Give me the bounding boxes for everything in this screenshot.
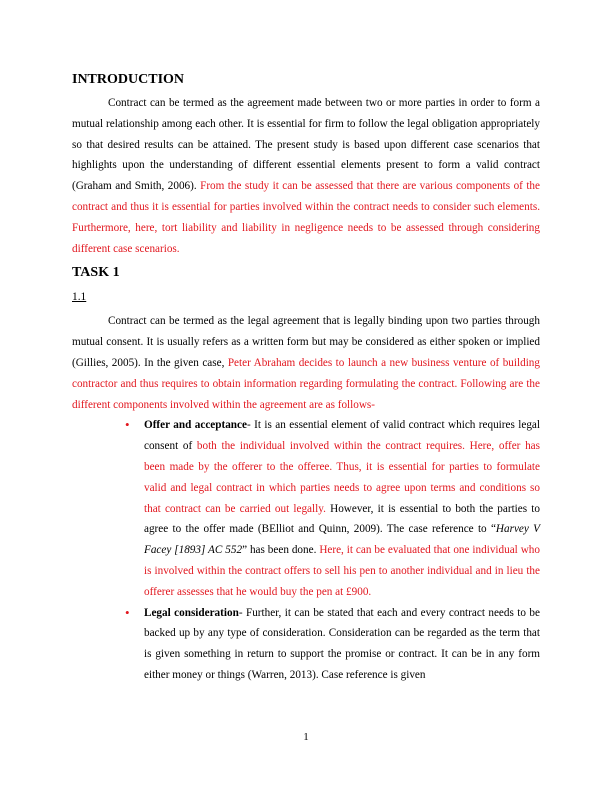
list-item-highlighted-text: both the individual involved within the contract requires. Here, offer has been made by the offerer to the offeree. Thus, it is essential for parties to formulate valid and legal contract in which parties needs to agree upon terms and conditions so that contract can be carried out legally.: [144, 440, 540, 515]
case-citation: Harvey V Facey [1893] AC 552: [144, 523, 540, 557]
list-item-offer-acceptance: [125, 415, 541, 602]
document-page: [72, 70, 540, 686]
task-1-highlighted-text: Peter Abraham decides to launch a new business venture of building contractor and thus requires to obtain information regarding formulating the contract. Following are the different components involved within the agreement are as follows-: [72, 356, 540, 411]
intro-highlighted-text: From the study it can be assessed that there are various components of the contract and thus it is essential for parties involved within the contract needs to consider such elements. Furthermore, here, tort liability and liability in negligence needs to be assessed through considering different case scenarios.: [72, 180, 540, 255]
list-item-text: - Further, it can be stated that each and every contract needs to be backed up by any type of consideration. Consideration can be regarded as the term that is given something in return to support the promise or contract. It can be in any form either money or things (Warren, 2013). Case reference is given: [144, 606, 540, 681]
list-item-highlighted-text: Here, it can be evaluated that one individual who is involved within the contract offers to sell his pen to another individual and in lieu the offerer assesses that he would buy the pen at £900.: [144, 544, 540, 598]
list-item-text: - It is an essential element of valid contract which requires legal consent of: [144, 419, 541, 453]
list-item-legal-consideration: [125, 603, 540, 686]
components-list: [72, 415, 540, 685]
bullet-icon: •: [125, 604, 130, 620]
list-item-title: Legal consideration: [144, 606, 239, 619]
bullet-icon: •: [125, 417, 130, 433]
introduction-heading: INTRODUCTION: [72, 72, 185, 87]
list-item-title: Offer and acceptance: [144, 419, 247, 432]
task-1-text: Contract can be termed as the legal agreement that is legally binding upon two parties through mutual consent. It is usually refers as a written form but may be considered as either spoken or implied (Gillies, 2005). In the given case,: [72, 315, 540, 369]
task-1-heading: TASK 1: [72, 265, 120, 281]
list-item-text: ” has been done.: [242, 544, 320, 557]
list-item-text: However, it is essential to both the parties to agree to the offer made (BElliot and Quinn, 2009). The case reference to “: [144, 502, 540, 536]
introduction-paragraph: [72, 93, 540, 259]
page-number: 1: [303, 731, 309, 743]
intro-text: Contract can be termed as the agreement made between two or more parties in order to form a mutual relationship among each other. It is essential for firm to follow the legal obligation appropriately so that desired results can be attained. The present study is based upon different case scenarios that highlights upon the understanding of different essential elements present to form a valid contract (Graham and Smith, 2006).: [72, 97, 540, 193]
task-1-paragraph: [72, 311, 540, 415]
section-1-1-label: 1.1: [72, 291, 87, 304]
